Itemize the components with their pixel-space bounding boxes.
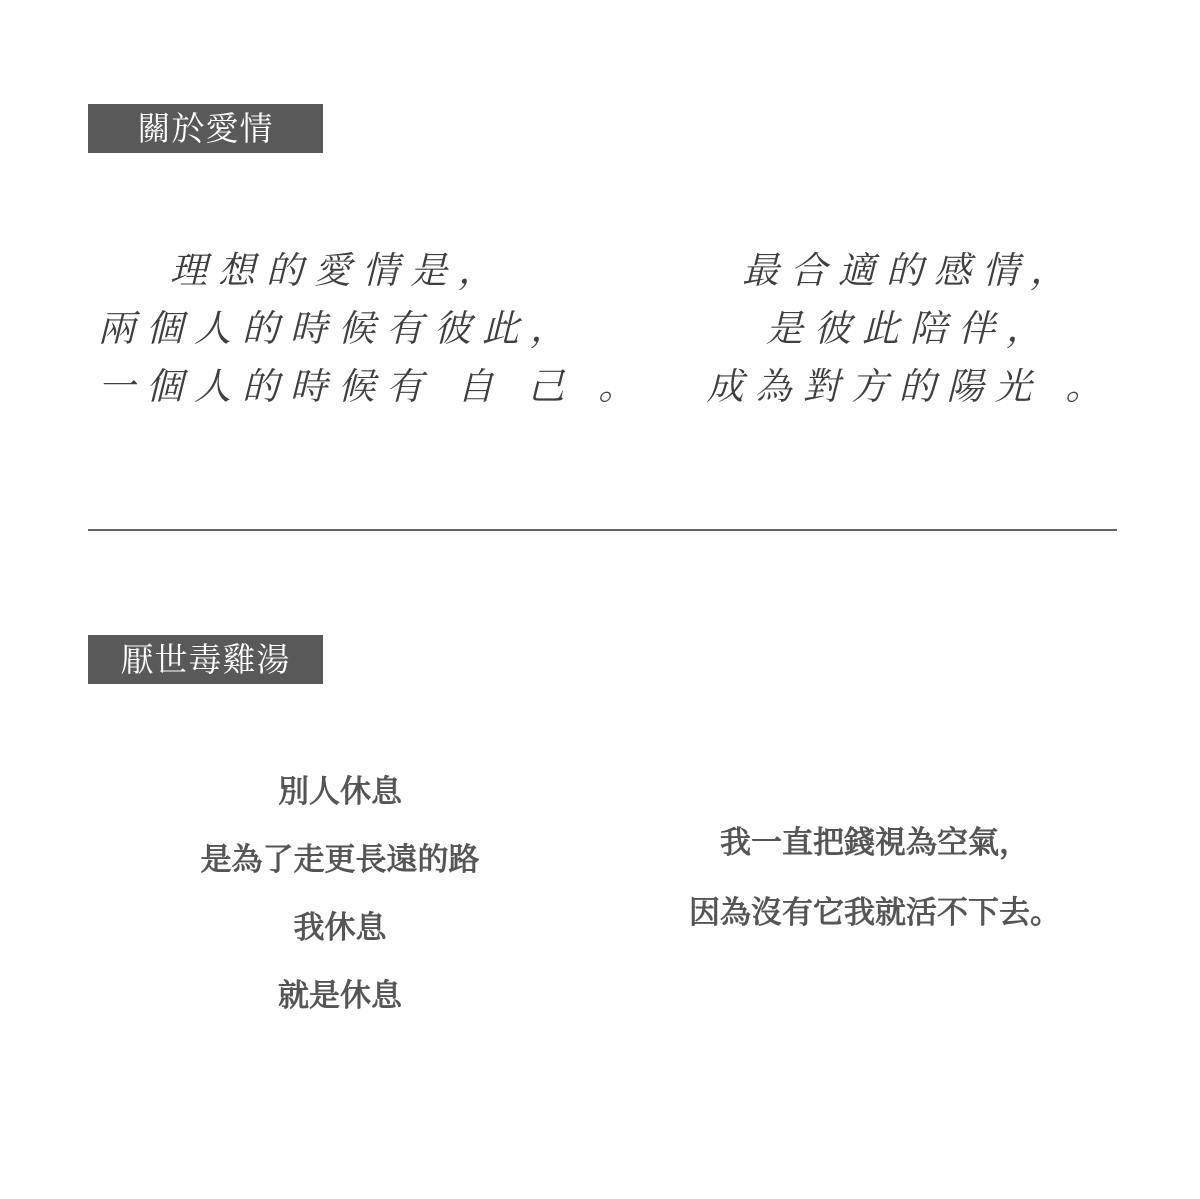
love-quote-right [700,242,1120,416]
love-quote-left [98,242,647,416]
quote-line: 是彼此陪伴， [766,307,1054,350]
quote-line: 一個人的時候有 自 己 。 [98,365,647,408]
quote-line: 我休息 [293,910,387,946]
soup-quote-right [640,808,1110,948]
quote-line: 別人休息 [278,774,402,810]
quote-line: 最合適的感情， [742,249,1078,292]
quote-line: 因為沒有它我就活不下去。 [689,895,1061,931]
quote-line: 就是休息 [278,978,402,1014]
section-divider [88,529,1117,531]
quote-line: 理想的愛情是， [170,249,506,292]
quote-line: 我一直把錢視為空氣， [720,825,1030,861]
quote-line: 是為了走更長遠的路 [200,842,480,878]
soup-quote-left [140,758,540,1030]
quote-line: 兩個人的時候有彼此， [98,307,578,350]
quote-line: 成為對方的陽光 。 [706,365,1114,408]
section-label-soup: 厭世毒雞湯 [88,635,323,684]
section-label-love: 關於愛情 [88,104,323,153]
